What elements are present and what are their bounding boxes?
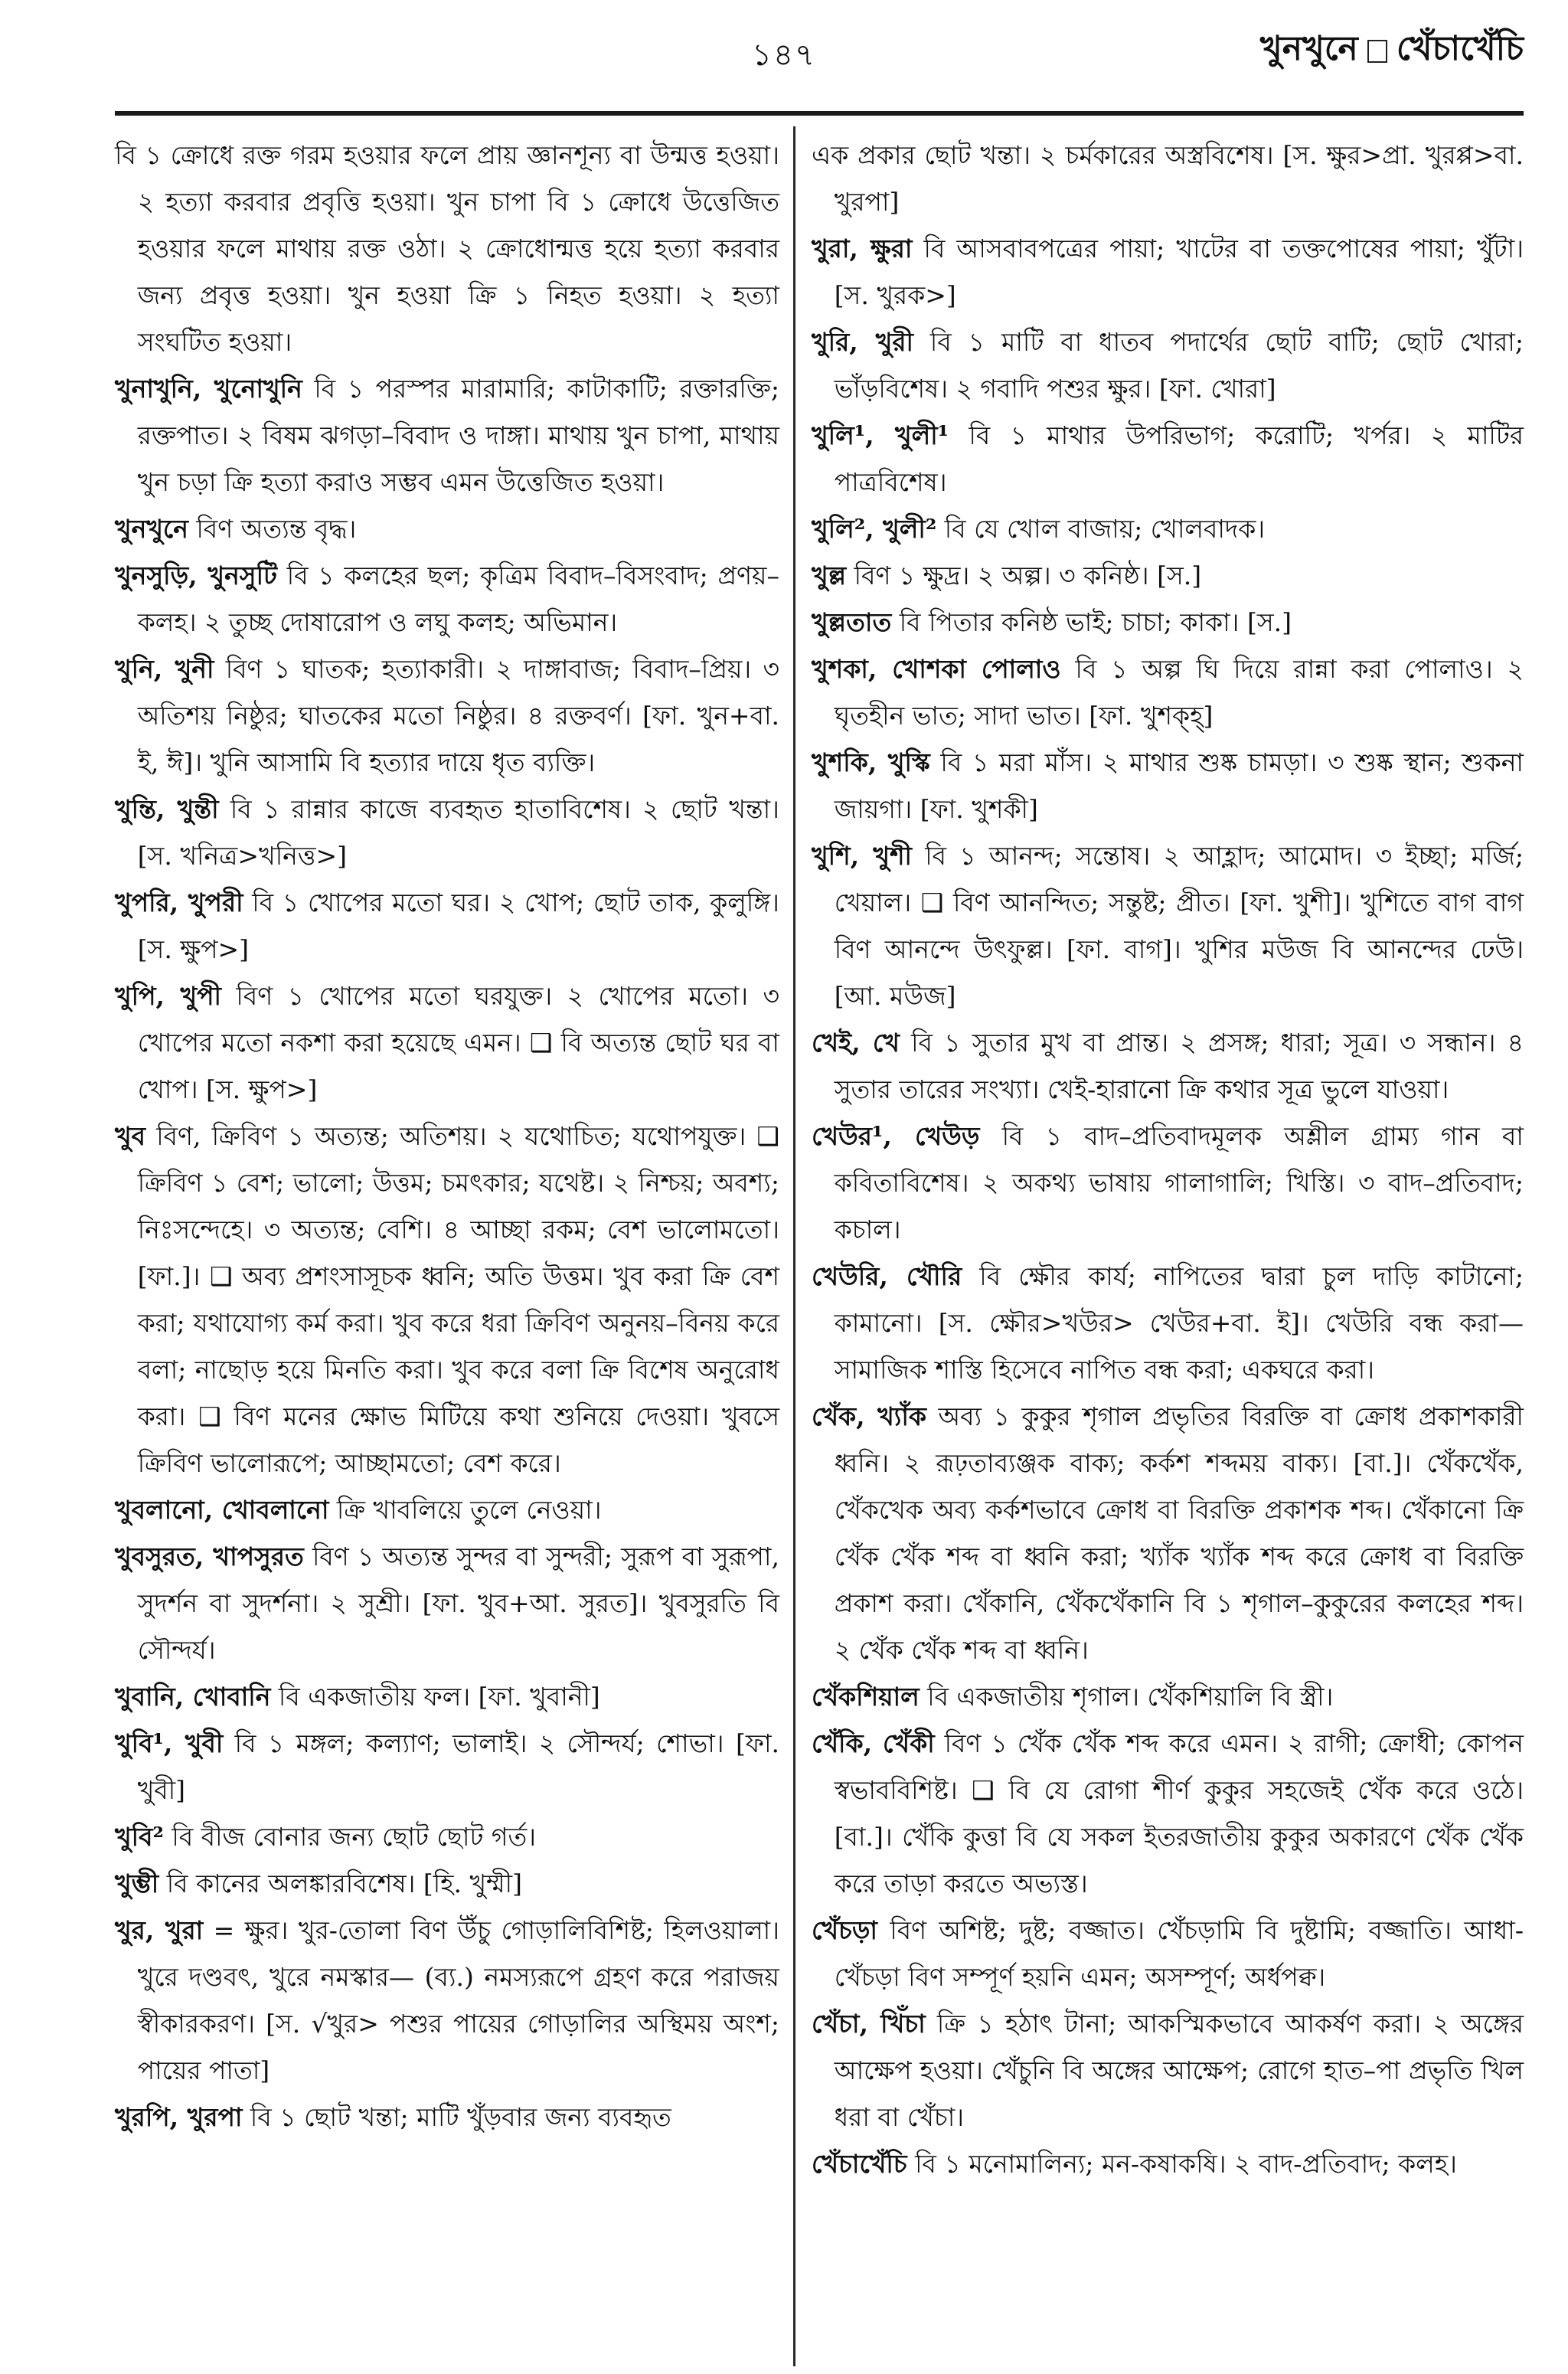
entry-l1: খুনাখুনি, খুনোখুনি বি ১ পরস্পর মারামারি; কাটাকাটি; রক্তারক্তি; রক্তপাত। ২ বিষম ঝগড়া–বিবাদ ও দাঙ্গা। মাথায় খুন চাপা, মাথায় খুন চড়া ক্রি হত্যা করাও সম্ভব এমন উত্তেজিত হওয়া। (115, 374, 780, 497)
guide-word-last: খেঁচাখেঁচি (1396, 29, 1524, 68)
entry-l3: খুনসুড়ি, খুনসুটি বি ১ কলহের ছল; কৃত্রিম বিবাদ–বিসংবাদ; প্রণয়–কলহ। ২ তুচ্ছ দোষারোপ ও লঘু কলহ; অভিমান। (115, 561, 779, 637)
entry-r10: খেই, খে বি ১ সুতার মুখ বা প্রান্ত। ২ প্রসঙ্গ; ধারা; সূত্র। ৩ সন্ধান। ৪ সুতার তারের সংখ্যা। খেই-হারানো ক্রি কথার সূত্র ভুলে যাওয়া। (812, 1028, 1524, 1104)
entry-l0: বি ১ ক্রোধে রক্ত গরম হওয়ার ফলে প্রায় জ্ঞানশূন্য বা উন্মত্ত হওয়া। ২ হত্যা করবার প্রবৃত্তি হওয়া। খুন চাপা বি ১ ক্রোধে উত্তেজিত হওয়ার ফলে মাথায় রক্ত ওঠা। ২ ক্রোধোন্মত্ত হয়ে হত্যা করবার জন্য প্রবৃত্ত হওয়া। খুন হওয়া ক্রি ১ নিহত হওয়া। ২ হত্যা সংঘটিত হওয়া। (115, 140, 779, 357)
entry-r2: খুরি, খুরী বি ১ মাটি বা ধাতব পদার্থের ছোট বাটি; ছোট খোরা; ভাঁড়বিশেষ। ২ গবাদি পশুর ক্ষুর। [ফা. খোরা] (812, 327, 1524, 404)
entry-l14: খুম্ভী বি কানের অলঙ্কারবিশেষ। [হি. খুম্মী] (115, 1869, 522, 1898)
box-icon (1367, 40, 1387, 63)
entry-r4: খুলি², খুলী² বি যে খোল বাজায়; খোলবাদক। (812, 514, 1266, 544)
entry-r18: খেঁচাখেঁচি বি ১ মনোমালিন্য; মন-কষাকষি। ২ বাদ-প্রতিবাদ; কলহ। (812, 2149, 1457, 2179)
entry-r6: খুল্লতাত বি পিতার কনিষ্ঠ ভাই; চাচা; কাকা। [স.] (812, 607, 1292, 637)
entry-l6: খুপরি, খুপরী বি ১ খোপের মতো ঘর। ২ খোপ; ছোট তাক, কুলুঙ্গি। [স. ক্ষুপ>] (115, 888, 779, 964)
entry-l5: খুন্তি, খুন্তী বি ১ রান্নার কাজে ব্যবহৃত হাতাবিশেষ। ২ ছোট খন্তা। [স. খনিত্র>খনিত্ত>] (115, 794, 779, 871)
entry-l13: খুবি² বি বীজ বোনার জন্য ছোট ছোট গর্ত। (115, 1822, 537, 1852)
entry-r17: খেঁচা, খিঁচা ক্রি ১ হঠাৎ টানা; আকস্মিকভাবে আকর্ষণ করা। ২ অঙ্গের আক্ষেপ হওয়া। খেঁচুনি বি অঙ্গের আক্ষেপ; রোগে হাত–পা প্রভৃতি খিল ধরা বা খেঁচা। (812, 2009, 1524, 2132)
running-head (1260, 23, 1524, 79)
entry-r3: খুলি¹, খুলী¹ বি ১ মাথার উপরিভাগ; করোটি; খর্পর। ২ মাটির পাত্রবিশেষ। (812, 420, 1524, 497)
header-rule (115, 111, 1524, 116)
entry-r11: খেউর¹, খেউড় বি ১ বাদ–প্রতিবাদমূলক অশ্লীল গ্রাম্য গান বা কবিতাবিশেষ। ২ অকথ্য ভাষায় গালাগালি; খিস্তি। ৩ বাদ–প্রতিবাদ; কচাল। (812, 1121, 1524, 1244)
entry-l11: খুবানি, খোবানি বি একজাতীয় ফল। [ফা. খুবানী] (115, 1682, 600, 1712)
entry-l2: খুনখুনে বিণ অত্যন্ত বৃদ্ধ। (115, 514, 357, 544)
entry-r0: এক প্রকার ছোট খন্তা। ২ চর্মকারের অস্ত্রবিশেষ। [স. ক্ষুর>প্রা. খুরপ্প>বা. খুরপা] (812, 140, 1524, 217)
page-number: ১৪৭ (752, 38, 816, 73)
entry-r1: খুরা, ক্ষুরা বি আসবাবপত্রের পায়া; খাটের বা তক্তপোষের পায়া; খুঁটা। [স. খুরক>] (812, 234, 1524, 310)
entry-l15: খুর, খুরা = ক্ষুর। খুর-তোলা বিণ উঁচু গোড়ালিবিশিষ্ট; হিলওয়ালা। খুরে দণ্ডবৎ, খুরে নমস্কার— (ব্য.) নমস্যরূপে গ্রহণ করে পরাজয় স্বীকারকরণ। [স. √খুর> পশুর পায়ের গোড়ালির অস্থিময় অংশ; পায়ের পাতা] (115, 1915, 779, 2085)
entry-l7: খুপি, খুপী বিণ ১ খোপের মতো ঘরযুক্ত। ২ খোপের মতো। ৩ খোপের মতো নকশা করা হয়েছে এমন। ❑ বি অত্যন্ত ছোট ঘর বা খোপ। [স. ক্ষুপ>] (115, 981, 779, 1104)
entry-l9: খুবলানো, খোবলানো ক্রি খাবলিয়ে তুলে নেওয়া। (115, 1495, 602, 1525)
entry-r5: খুল্ল বিণ ১ ক্ষুদ্র। ২ অল্প। ৩ কনিষ্ঠ। [স.] (812, 561, 1202, 590)
column-divider (793, 126, 795, 2366)
entry-r15: খেঁকি, খেঁকী বিণ ১ খেঁক খেঁক শব্দ করে এমন। ২ রাগী; ক্রোধী; কোপন স্বভাববিশিষ্ট। ❑ বি যে রোগা শীর্ণ কুকুর সহজেই খেঁক করে ওঠে। [বা.]। খেঁকি কুত্তা বি যে সকল ইতরজাতীয় কুকুর অকারণে খেঁক খেঁক করে তাড়া করতে অভ্যস্ত। (812, 1728, 1524, 1898)
entry-r7: খুশকা, খোশকা পোলাও বি ১ অল্প ঘি দিয়ে রান্না করা পোলাও। ২ ঘৃতহীন ভাত; সাদা ভাত। [ফা. খুশক্‌হ্‌] (812, 654, 1524, 731)
entry-l8: খুব বিণ, ক্রিবিণ ১ অত্যন্ত; অতিশয়। ২ যথোচিত; যথোপযুক্ত। ❑ ক্রিবিণ ১ বেশ; ভালো; উত্তম; চমৎকার; যথেষ্ট। ২ নিশ্চয়; অবশ্য; নিঃসন্দেহে। ৩ অত্যন্ত; বেশি। ৪ আচ্ছা রকম; বেশ ভালোমতো। [ফা.]। ❑ অব্য প্রশংসাসূচক ধ্বনি; অতি উত্তম। খুব করা ক্রি বেশ করা; যথাযোগ্য কর্ম করা। খুব করে ধরা ক্রিবিণ অনুনয়–বিনয় করে বলা; নাছোড় হয়ে মিনতি করা। খুব করে বলা ক্রি বিশেষ অনুরোধ করা। ❑ বিণ মনের ক্ষোভ মিটিয়ে কথা শুনিয়ে দেওয়া। খুবসে ক্রিবিণ ভালোরূপে; আচ্ছামতো; বেশ করে। (115, 1121, 779, 1478)
entry-r16: খেঁচড়া বিণ অশিষ্ট; দুষ্ট; বজ্জাত। খেঁচড়ামি বি দুষ্টামি; বজ্জাতি। আধা-খেঁচড়া বিণ সম্পূর্ণ হয়নি এমন; অসম্পূর্ণ; অর্ধপক্ব। (812, 1915, 1524, 1992)
entry-l10: খুবসুরত, খাপসুরত বিণ ১ অত্যন্ত সুন্দর বা সুন্দরী; সুরূপ বা সুরূপা, সুদর্শন বা সুদর্শনা। ২ সুশ্রী। [ফা. খুব+আ. সুরত]। খুবসুরতি বি সৌন্দর্য। (115, 1542, 779, 1665)
entry-r8: খুশকি, খুস্কি বি ১ মরা মাঁস। ২ মাথার শুষ্ক চামড়া। ৩ শুষ্ক স্থান; শুকনা জায়গা। [ফা. খুশকী] (812, 747, 1524, 824)
right-column (812, 132, 1524, 2187)
left-column (115, 132, 779, 2140)
entry-l12: খুবি¹, খুবী বি ১ মঙ্গল; কল্যাণ; ভালাই। ২ সৌন্দর্য; শোভা। [ফা. খুবী] (115, 1728, 780, 1805)
entry-r13: খেঁক, খ্যাঁক অব্য ১ কুকুর শৃগাল প্রভৃতির বিরক্তি বা ক্রোধ প্রকাশকারী ধ্বনি। ২ রূঢ়তাব্যঞ্জক বাক্য; কর্কশ শব্দময় বাক্য। [বা.]। খেঁকখেঁক, খেঁকখেক অব্য কর্কশভাবে ক্রোধ বা বিরক্তি প্রকাশক শব্দ। খেঁকানো ক্রি খেঁক খেঁক শব্দ বা ধ্বনি করা; খ্যাঁক খ্যাঁক শব্দ করে ক্রোধ বা বিরক্তি প্রকাশ করা। খেঁকানি, খেঁকখেঁকানি বি ১ শৃগাল–কুকুরের কলহের শব্দ। ২ খেঁক খেঁক শব্দ বা ধ্বনি। (812, 1401, 1524, 1665)
entry-r9: খুশি, খুশী বি ১ আনন্দ; সন্তোষ। ২ আহ্লাদ; আমোদ। ৩ ইচ্ছা; মর্জি; খেয়াল। ❑ বিণ আনন্দিত; সন্তুষ্ট; প্রীত। [ফা. খুশী]। খুশিতে বাগ বাগ বিণ আনন্দে উৎফুল্ল। [ফা. বাগ]। খুশির মউজ বি আনন্দের ঢেউ। [আ. মউজ] (812, 841, 1524, 1011)
entry-l4: খুনি, খুনী বিণ ১ ঘাতক; হত্যাকারী। ২ দাঙ্গাবাজ; বিবাদ–প্রিয়। ৩ অতিশয় নিষ্ঠুর; ঘাতকের মতো নিষ্ঠুর। ৪ রক্তবর্ণ। [ফা. খুন+বা. ই, ঈ]। খুনি আসামি বি হত্যার দায়ে ধৃত ব্যক্তি। (115, 654, 779, 777)
entry-r14: খেঁকশিয়াল বি একজাতীয় শৃগাল। খেঁকশিয়ালি বি স্ত্রী। (812, 1682, 1334, 1712)
entry-r12: খেউরি, খৌরি বি ক্ষৌর কার্য; নাপিতের দ্বারা চুল দাড়ি কাটানো; কামানো। [স. ক্ষৌর>খউর> খেউর+বা. ই]। খেউরি বন্ধ করা— সামাজিক শাস্তি হিসেবে নাপিত বন্ধ করা; একঘরে করা। (812, 1261, 1524, 1385)
entry-l16: খুরপি, খুরপা বি ১ ছোট খন্তা; মাটি খুঁড়বার জন্য ব্যবহৃত (115, 2102, 671, 2132)
guide-word-first: খুনখুনে (1259, 29, 1358, 68)
